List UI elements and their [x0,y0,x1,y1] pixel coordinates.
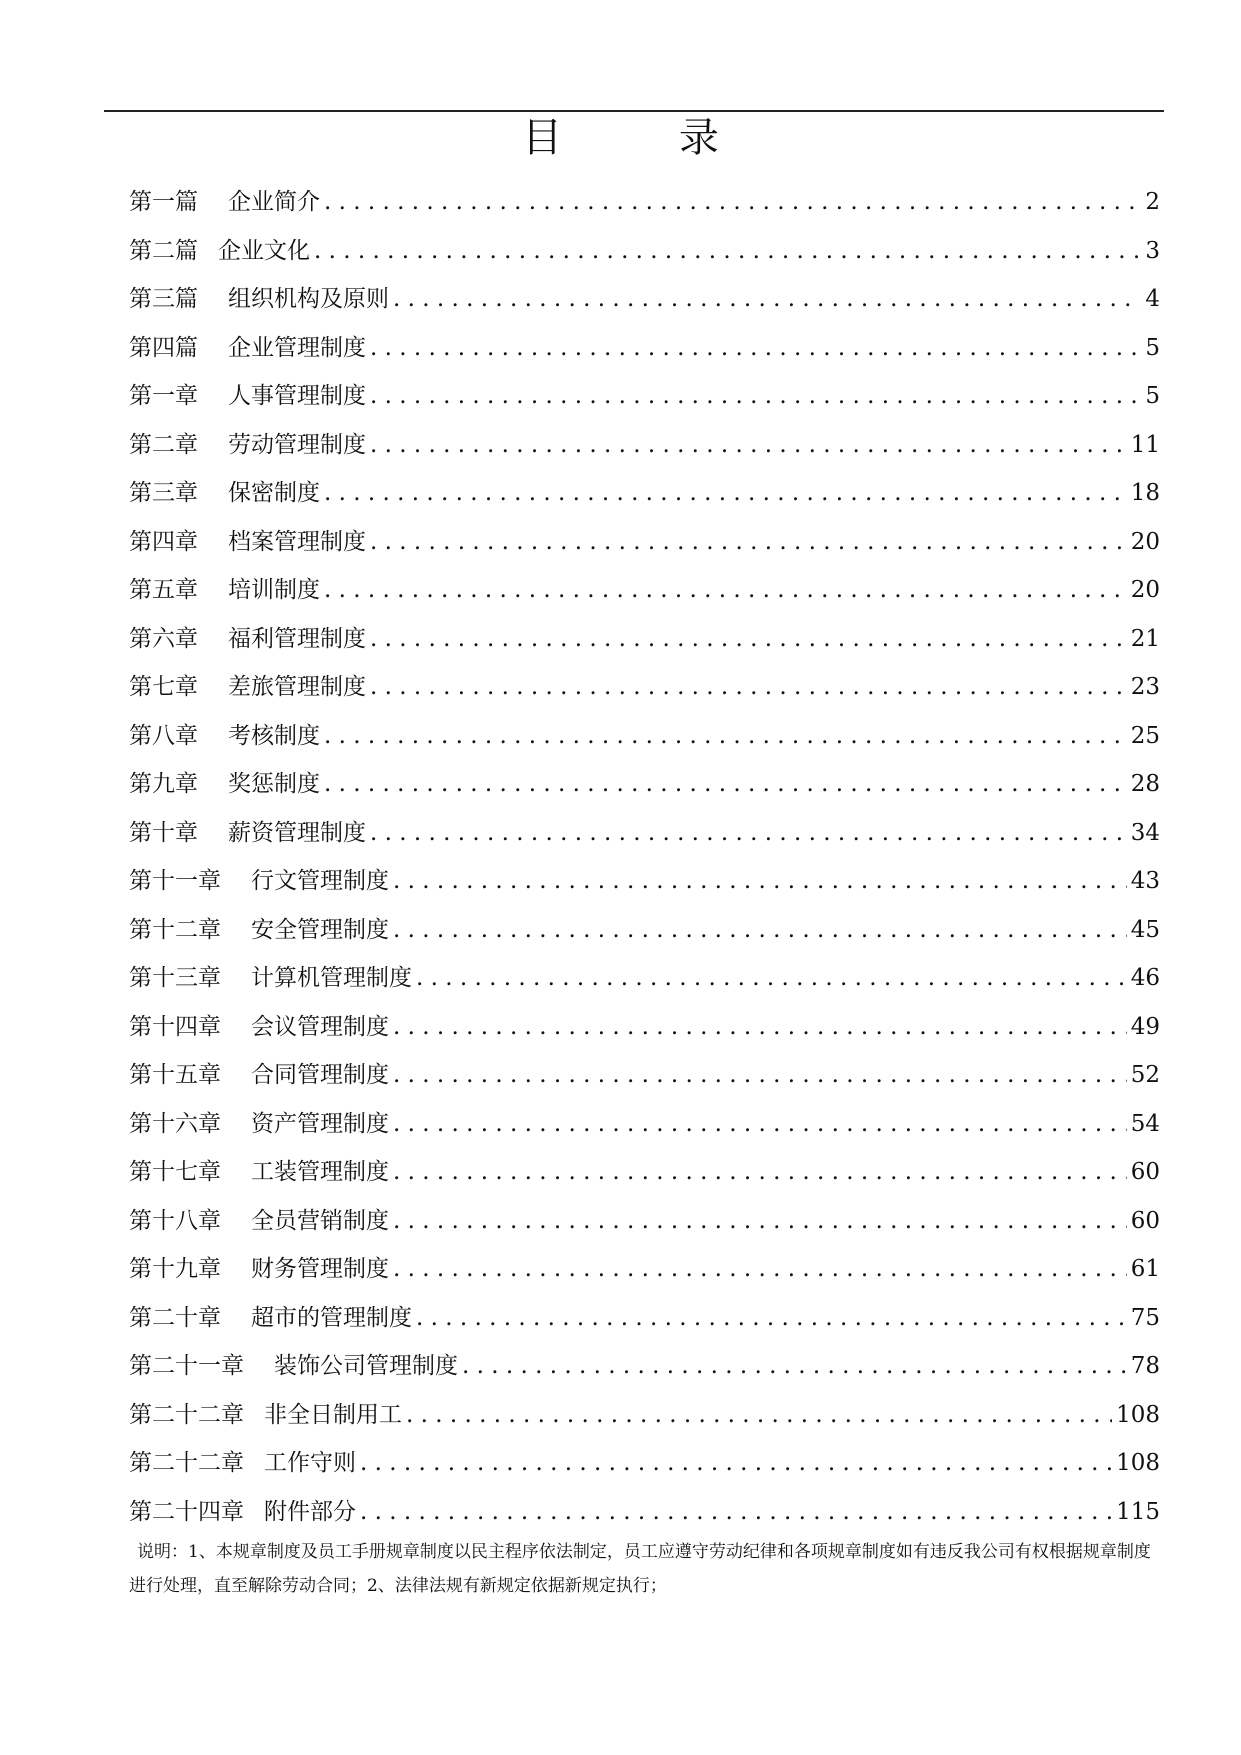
toc-entry[interactable] [129,178,1160,227]
toc-entry[interactable] [129,1148,1160,1197]
toc-entry-title: 差旅管理制度 [228,674,366,700]
toc-entry-page: 78 [1130,1353,1160,1379]
toc-dot-leader [324,469,1127,518]
toc-entry-number: 第十九章 [129,1256,221,1282]
toc-dot-leader [406,1391,1112,1440]
toc-dot-leader [393,857,1127,906]
toc-entry-page: 2 [1145,189,1160,215]
toc-entry-number: 第二十一章 [129,1353,244,1379]
toc-entry-page: 43 [1130,868,1160,894]
toc-entry-title: 资产管理制度 [251,1110,389,1137]
toc-dot-leader [360,1439,1112,1488]
toc-dot-leader [393,1051,1127,1100]
toc-entry-page: 61 [1130,1256,1160,1282]
toc-dot-leader [393,1245,1127,1294]
toc-entry-title: 非全日制用工 [264,1401,402,1428]
toc-entry-title: 工作守则 [264,1450,356,1476]
toc-entry-number: 第十七章 [129,1159,221,1185]
toc-entry-page: 60 [1130,1207,1160,1234]
toc-entry-number: 第二章 [129,431,198,458]
toc-dot-leader [393,275,1141,324]
toc-entry-number: 第三章 [129,480,198,506]
toc-entry-title: 行文管理制度 [251,868,389,894]
toc-entry-number: 第十六章 [129,1110,221,1137]
toc-entry[interactable] [129,1488,1160,1537]
toc-entry-number: 第十五章 [129,1062,221,1088]
toc-entry-title: 保密制度 [228,480,320,506]
toc-dot-leader [393,1100,1127,1149]
toc-entry-title: 薪资管理制度 [228,819,366,846]
toc-entry-title: 工装管理制度 [251,1159,389,1185]
toc-entry-number: 第四章 [129,528,198,555]
toc-dot-leader [370,518,1127,567]
toc-entry[interactable] [129,324,1160,373]
toc-entry-title: 企业简介 [228,189,320,215]
toc-dot-leader [360,1488,1112,1537]
toc-entry-page: 75 [1130,1304,1160,1331]
toc-entry-page: 5 [1145,334,1160,361]
toc-entry-title: 财务管理制度 [251,1256,389,1282]
toc-entry-title: 考核制度 [228,722,320,749]
toc-entry-page: 34 [1130,819,1160,846]
toc-dot-leader [416,1294,1127,1343]
toc-entry-page: 60 [1130,1159,1160,1185]
toc-entry-title: 培训制度 [228,577,320,603]
toc-entry-page: 115 [1116,1498,1160,1525]
toc-entry-title: 计算机管理制度 [251,965,412,991]
toc-entry-number: 第九章 [129,771,198,797]
toc-entry[interactable] [129,275,1160,324]
toc-entry[interactable] [129,421,1160,470]
toc-dot-leader [370,615,1127,664]
toc-entry-page: 49 [1130,1013,1160,1040]
toc-dot-leader [393,906,1127,955]
toc-entry-number: 第八章 [129,722,198,749]
toc-entry-title: 组织机构及原则 [228,286,389,312]
toc-dot-leader [324,760,1127,809]
toc-entry[interactable] [129,712,1160,761]
toc-entry-number: 第十章 [129,819,198,846]
toc-dot-leader [370,324,1141,373]
toc-entry-page: 108 [1116,1401,1160,1428]
toc-dot-leader [393,1003,1127,1052]
toc-entry-number: 第七章 [129,674,198,700]
toc-entry[interactable] [129,760,1160,809]
toc-dot-leader [370,421,1127,470]
toc-entry-title: 全员营销制度 [251,1207,389,1234]
toc-entry-title: 劳动管理制度 [228,431,366,458]
page-title: 目 录 [522,115,771,161]
toc-entry-page: 18 [1130,480,1160,506]
toc-entry[interactable] [129,857,1160,906]
toc-entry-page: 25 [1130,722,1160,749]
toc-entry-title: 福利管理制度 [228,625,366,652]
toc-entry[interactable] [129,1342,1160,1391]
toc-entry[interactable] [129,1197,1160,1246]
toc-entry-page: 23 [1130,674,1160,700]
toc-dot-leader [324,566,1127,615]
toc-entry-number: 第三篇 [129,286,198,312]
toc-entry-page: 20 [1130,577,1160,603]
toc-entry-page: 54 [1130,1110,1160,1137]
toc-entry-page: 45 [1130,916,1160,943]
toc-entry[interactable] [129,906,1160,955]
toc-entry-title: 合同管理制度 [251,1062,389,1088]
toc-entry[interactable] [129,1051,1160,1100]
toc-entry-title: 档案管理制度 [228,528,366,555]
toc-entry[interactable] [129,1100,1160,1149]
toc-entry-title: 企业管理制度 [228,334,366,361]
toc-entry[interactable] [129,1294,1160,1343]
toc-entry-title: 企业文化 [218,237,310,264]
footnote: 说明：1、本规章制度及员工手册规章制度以民主程序依法制定，员工应遵守劳动纪律和各项规章制度如有违反我公司有权根据规章制度进行处理，直至解除劳动合同；2、法律法规有新规定依据新规定执行； [129,1542,1151,1596]
toc-entry-title: 会议管理制度 [251,1013,389,1040]
toc-dot-leader [393,1148,1127,1197]
toc-entry-page: 5 [1145,383,1160,409]
toc-dot-leader [370,372,1141,421]
toc-entry-number: 第一篇 [129,189,198,215]
toc-entry-number: 第十二章 [129,916,221,943]
toc-entry[interactable] [129,372,1160,421]
toc-dot-leader [393,1197,1127,1246]
toc-entry-page: 20 [1130,528,1160,555]
toc-entry-number: 第十一章 [129,868,221,894]
toc-entry-title: 超市的管理制度 [251,1304,412,1331]
toc-entry[interactable] [129,1245,1160,1294]
toc-entry-page: 108 [1116,1450,1160,1476]
toc-entry[interactable] [129,469,1160,518]
toc-entry-title: 附件部分 [264,1498,356,1525]
toc-dot-leader [324,178,1141,227]
toc-entry-number: 第五章 [129,577,198,603]
toc-dot-leader [416,954,1127,1003]
toc-dot-leader [324,712,1127,761]
toc-dot-leader [314,227,1141,276]
toc-entry[interactable] [129,809,1160,858]
toc-entry[interactable] [129,227,1160,276]
toc-entry-number: 第二十二章 [129,1401,244,1428]
toc-entry-number: 第十四章 [129,1013,221,1040]
toc-entry[interactable] [129,566,1160,615]
toc-entry[interactable] [129,615,1160,664]
toc-entry-number: 第六章 [129,625,198,652]
toc-entry-number: 第十三章 [129,965,221,991]
toc-dot-leader [370,809,1127,858]
toc-entry-page: 28 [1130,771,1160,797]
toc-entry-page: 4 [1145,286,1160,312]
toc-entry-number: 第二十二章 [129,1450,244,1476]
toc-dot-leader [370,663,1127,712]
toc-entry-page: 3 [1145,237,1160,264]
toc-entry[interactable] [129,663,1160,712]
toc-entry[interactable] [129,1003,1160,1052]
toc-entry-page: 11 [1130,431,1160,458]
toc-entry-title: 人事管理制度 [228,383,366,409]
toc-entry-number: 第二十章 [129,1304,221,1331]
toc-entry-title: 奖惩制度 [228,771,320,797]
toc-entry[interactable] [129,1391,1160,1440]
toc-entry-number: 第十八章 [129,1207,221,1234]
toc-entry-page: 52 [1130,1062,1160,1088]
toc-entry[interactable] [129,518,1160,567]
toc-entry-title: 安全管理制度 [251,916,389,943]
toc-entry-number: 第四篇 [129,334,198,361]
toc-entry[interactable] [129,954,1160,1003]
toc-entry-number: 第一章 [129,383,198,409]
toc-entry-title: 装饰公司管理制度 [274,1353,458,1379]
toc-entry-page: 46 [1130,965,1160,991]
toc-entry-page: 21 [1130,625,1160,652]
table-of-contents [129,178,1160,1536]
toc-dot-leader [462,1342,1127,1391]
toc-entry[interactable] [129,1439,1160,1488]
toc-entry-number: 第二十四章 [129,1498,244,1525]
toc-entry-number: 第二篇 [129,237,198,264]
